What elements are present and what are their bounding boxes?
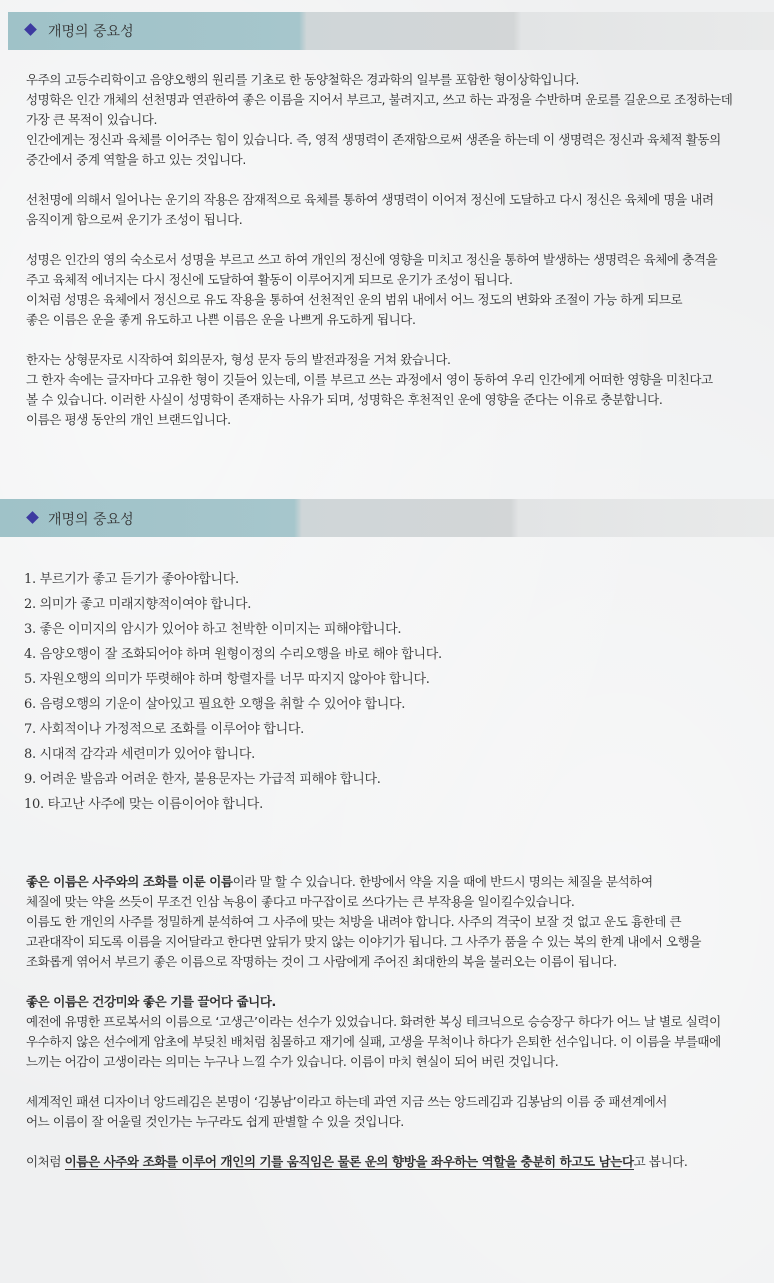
section1-paragraph-2: 선천명에 의해서 일어나는 운기의 작용은 잠재적으로 육체를 통하여 생명력이 이어져 정신에 도달하고 다시 정신은 육체에 명을 내려 움직이게 함으로써 운기가 조성이 됩니다. (26, 192, 714, 227)
list-item: 7. 사회적이나 가정적으로 조화를 이루어야 합니다. (24, 722, 304, 737)
emphasis-text: 이름은 사주와 조화를 이루어 개인의 기를 움직임은 물론 운의 향방을 좌우하는 역할을 충분히 하고도 남는다 (64, 1154, 634, 1169)
section-title-1: 개명의 중요성 (48, 24, 134, 40)
diamond-bullet-icon (24, 23, 37, 36)
section-header-1 (8, 12, 774, 50)
list-item: 4. 음양오행이 잘 조화되어야 하며 원형이정의 수리오행을 바로 해야 합니다. (24, 647, 442, 662)
section2-paragraph-4: 이처럼 이름은 사주와 조화를 이루어 개인의 기를 움직임은 물론 운의 향방을 좌우하는 역할을 충분히 하고도 남는다고 봅니다. (26, 1154, 688, 1169)
section-header-2 (0, 499, 774, 537)
section-title-2: 개명의 중요성 (48, 512, 134, 528)
diamond-bullet-icon (26, 511, 39, 524)
section1-paragraph-3: 성명은 인간의 영의 숙소로서 성명을 부르고 쓰고 하여 개인의 정신에 영향을 미치고 정신을 통하여 발생하는 생명력은 육체에 충격을 주고 육체적 에너지는 다시 정신에 도달하여 활동이 이루어지게 되므로 운기가 조성이 됩니다. 이처럼 성명은 육체에서 정신으로 유도 작용을 통하여 선천적인 운의 범위 내에서 어느 정도의 변화와 조절이 가능 하게 되므로 좋은 이름은 운을 좋게 유도하고 나쁜 이름은 운을 나쁘게 유도하게 됩니다. (26, 252, 718, 327)
section2-paragraph-2: 좋은 이름은 건강미와 좋은 기를 끌어다 줍니다. 예전에 유명한 프로복서의 이름으로 ‘고생근’이라는 선수가 있었습니다. 화려한 복싱 테크닉으로 승승장구 하다가 어느 날 별로 실력이 우수하지 않은 선수에게 암초에 부딪친 배처럼 침몰하고 재기에 실패, 고생을 무척이나 하다가 은퇴한 선수입니다. 이 이름을 부를때에 느끼는 어감이 고생이라는 의미는 누구나 느낄 수가 있습니다. 이름이 마치 현실이 되어 버린 것입니다. (26, 994, 721, 1069)
list-item: 9. 어려운 발음과 어려운 한자, 불용문자는 가급적 피해야 합니다. (24, 772, 381, 787)
emphasis-text: 좋은 이름은 사주와의 조화를 이룬 이름 (26, 874, 233, 889)
list-item: 2. 의미가 좋고 미래지향적이여야 합니다. (24, 597, 252, 612)
list-item: 1. 부르기가 좋고 듣기가 좋아야합니다. (24, 572, 239, 587)
list-item: 8. 시대적 감각과 세련미가 있어야 합니다. (24, 747, 255, 762)
list-item: 10. 타고난 사주에 맞는 이름이어야 합니다. (24, 797, 263, 812)
list-item: 6. 음령오행의 기운이 살아있고 필요한 오행을 취할 수 있어야 합니다. (24, 697, 406, 712)
paragraph-heading: 좋은 이름은 건강미와 좋은 기를 끌어다 줍니다. (26, 994, 276, 1009)
list-item: 3. 좋은 이미지의 암시가 있어야 하고 천박한 이미지는 피해야합니다. (24, 622, 402, 637)
section1-paragraph-1: 우주의 고등수리학이고 음양오행의 원리를 기초로 한 동양철학은 경과학의 일부를 포함한 형이상학입니다. 성명학은 인간 개체의 선천명과 연관하여 좋은 이름을 지어서 부르고, 불려지고, 쓰고 하는 과정을 수반하며 운로를 길운으로 조정하는데 가장 큰 목적이 있습니다. 인간에게는 정신과 육체를 이어주는 힘이 있습니다. 즉, 영적 생명력이 존재함으로써 생존을 하는데 이 생명력은 정신과 육체적 활동의 중간에서 중계 역할을 하고 있는 것입니다. (26, 72, 733, 167)
section1-paragraph-4: 한자는 상형문자로 시작하여 회의문자, 형성 문자 등의 발전과정을 거쳐 왔습니다. 그 한자 속에는 글자마다 고유한 형이 깃들어 있는데, 이를 부르고 쓰는 과정에서 영이 동하여 우리 인간에게 어떠한 영향을 미친다고 볼 수 있습니다. 이러한 사실이 성명학이 존재하는 사유가 되며, 성명학은 후천적인 운에 영향을 준다는 이유로 충분합니다. 이름은 평생 동안의 개인 브랜드입니다. (26, 352, 713, 427)
section2-paragraph-1: 좋은 이름은 사주와의 조화를 이룬 이름이라 말 할 수 있습니다. 한방에서 약을 지을 때에 반드시 명의는 체질을 분석하여 체질에 맞는 약을 쓰듯이 무조건 인삼 녹용이 좋다고 마구잡이로 쓰다가는 큰 부작용을 일이킬수있습니다. 이름도 한 개인의 사주를 정밀하게 분석하여 그 사주에 맞는 처방을 내려야 합니다. 사주의 격국이 보잘 것 없고 운도 흉한데 큰 고관대작이 되도록 이름을 지어달라고 한다면 앞뒤가 맞지 않는 이야기가 됩니다. 그 사주가 품을 수 있는 복의 한계 내에서 오행을 조화롭게 엮어서 부르기 좋은 이름으로 작명하는 것이 그 사람에게 주어진 최대한의 복을 불러오는 이름이 됩니다. (26, 874, 701, 969)
list-item: 5. 자원오행의 의미가 뚜렷해야 하며 항렬자를 너무 따지지 않아야 합니다. (24, 672, 430, 687)
naming-criteria-list (24, 567, 744, 817)
section2-paragraph-3: 세계적인 패션 디자이너 앙드레김은 본명이 ‘김봉남’이라고 하는데 과연 지금 쓰는 앙드레김과 김봉남의 이름 중 패션계에서 어느 이름이 잘 어울릴 것인가는 누구라도 쉽게 판별할 수 있을 것입니다. (26, 1094, 667, 1129)
